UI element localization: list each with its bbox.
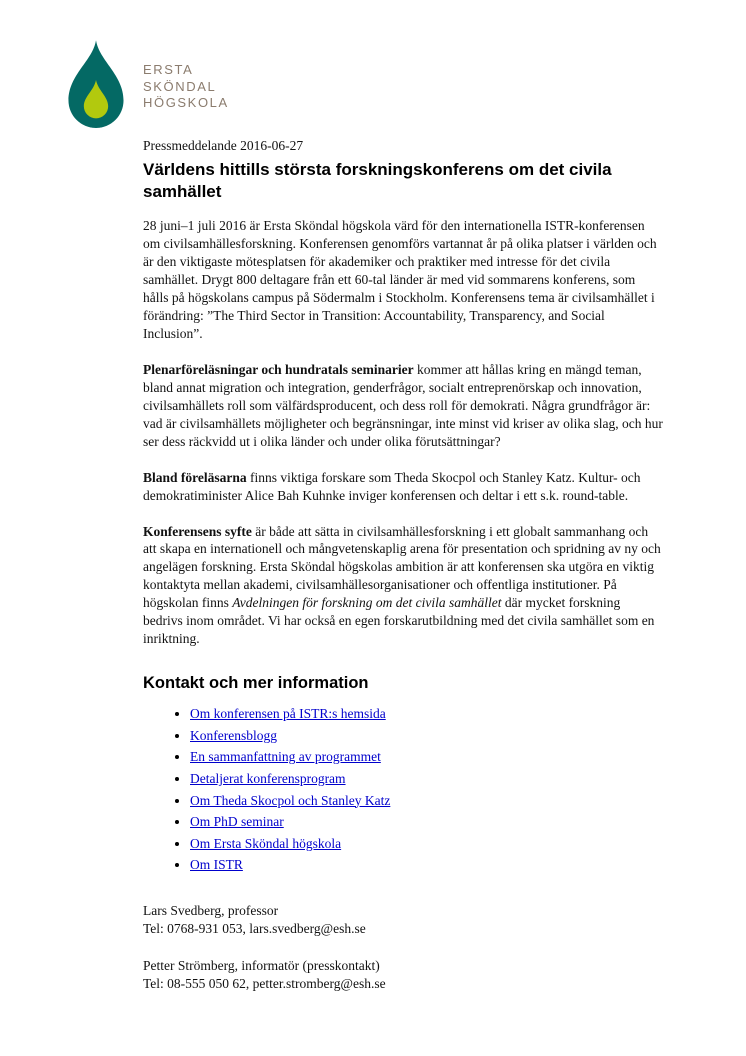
link-list-item xyxy=(190,768,663,790)
body-paragraph xyxy=(143,523,663,649)
text-run: är både att sätta in civilsamhällesforskning i ett globalt sammanhang och att skapa en internationell och mångvetenskaplig arena för presentation och spridning av ny och angelägen forskning. Ersta Sköndal högskolas ambition är att konferensen ska utgöra en viktig kontaktyta mellan akademi, civilsamhällesorganisationer och offentliga institutioner. På högskolan finns xyxy=(143,523,661,611)
link-list-item xyxy=(190,854,663,876)
contact-entry xyxy=(143,957,663,993)
body-paragraph xyxy=(143,469,663,505)
bold-lead-in: Konferensens syfte xyxy=(143,523,252,539)
contact-name: Petter Strömberg, informatör (presskontakt) xyxy=(143,957,380,973)
contact-phone-email: Tel: 0768-931 053, lars.svedberg@esh.se xyxy=(143,920,366,936)
kicker-date-line: Pressmeddelande 2016-06-27 xyxy=(143,138,304,153)
link-list-item xyxy=(190,833,663,855)
contact-name: Lars Svedberg, professor xyxy=(143,902,279,918)
link-list-item xyxy=(190,725,663,747)
document-body xyxy=(143,138,663,1012)
bold-lead-in: Bland föreläsarna xyxy=(143,469,247,485)
text-run: finns viktiga forskare som Theda Skocpol och Stanley Katz. Kultur- och demokratiminister Alice Bah Kuhnke inviger konferensen och deltar i ett s.k. round-table. xyxy=(143,469,641,503)
logo-line-3: HÖGSKOLA xyxy=(143,95,229,111)
contact-entry xyxy=(143,902,663,938)
link-list-item xyxy=(190,703,663,725)
hyperlink[interactable]: Om konferensen på ISTR:s hemsida xyxy=(190,706,386,722)
contact-block xyxy=(143,902,663,993)
hyperlink[interactable]: Detaljerat konferensprogram xyxy=(190,770,346,786)
logo-line-1: ERSTA xyxy=(143,62,194,78)
body-paragraph xyxy=(143,217,663,343)
body-paragraph xyxy=(143,361,663,451)
hyperlink[interactable]: Om Theda Skocpol och Stanley Katz xyxy=(190,792,391,808)
bold-lead-in: Plenarföreläsningar och hundratals seminarier xyxy=(143,361,414,377)
logo xyxy=(64,38,229,136)
link-list xyxy=(143,703,663,876)
text-run: 28 juni–1 juli 2016 är Ersta Sköndal högskola värd för den internationella ISTR-konferensen om civilsamhällesforskning. Konferensen genomförs vartannat år på olika platser i världen och är den viktigaste mötesplatsen för akademiker och praktiker med intresse för det civila samhället. Drygt 800 deltagare från ett 60-tal länder är med vid sommarens konferens, som hålls på högskolans campus på Södermalm i Stockholm. Konferensens tema är civilsamhället i förändring: ”The Third Sector in Transition: Accountability, Transparency, and Social Inclusion”. xyxy=(143,218,657,341)
contact-phone-email: Tel: 08-555 050 62, petter.stromberg@esh.se xyxy=(143,975,386,991)
link-list-item xyxy=(190,811,663,833)
logo-drop-icon xyxy=(64,38,128,136)
italic-run: Avdelningen för forskning om det civila samhället xyxy=(232,595,502,611)
body-paragraphs xyxy=(143,217,663,648)
hyperlink[interactable]: Om ISTR xyxy=(190,857,243,873)
text-run: där mycket forskning bedrivs inom området. Vi har också en egen forskarutbildning med det civila samhället som en inriktning. xyxy=(143,595,655,647)
contact-section-heading: Kontakt och mer information xyxy=(143,674,369,693)
hyperlink[interactable]: Om PhD seminar xyxy=(190,814,284,830)
page-title: Världens hittills största forskningskonferens om det civila samhället xyxy=(143,160,612,202)
hyperlink[interactable]: En sammanfattning av programmet xyxy=(190,749,381,765)
link-list-item xyxy=(190,790,663,812)
logo-line-2: SKÖNDAL xyxy=(143,78,217,94)
hyperlink[interactable]: Om Ersta Sköndal högskola xyxy=(190,835,342,851)
text-run: kommer att hållas kring en mängd teman, bland annat migration och integration, genderfrågor, socialt entreprenörskap och innovation, civilsamhällets roll som välfärdsproducent, och dess roll för demokrati. Några grundfrågor är: vad är civilsamhällets möjligheter och begränsningar, inte minst vid kriser av olika slag, och hur ser dess räckvidd ut i olika länder och under olika förutsättningar? xyxy=(143,361,663,449)
link-list-item xyxy=(190,746,663,768)
hyperlink[interactable]: Konferensblogg xyxy=(190,727,277,743)
logo-text xyxy=(143,62,229,112)
